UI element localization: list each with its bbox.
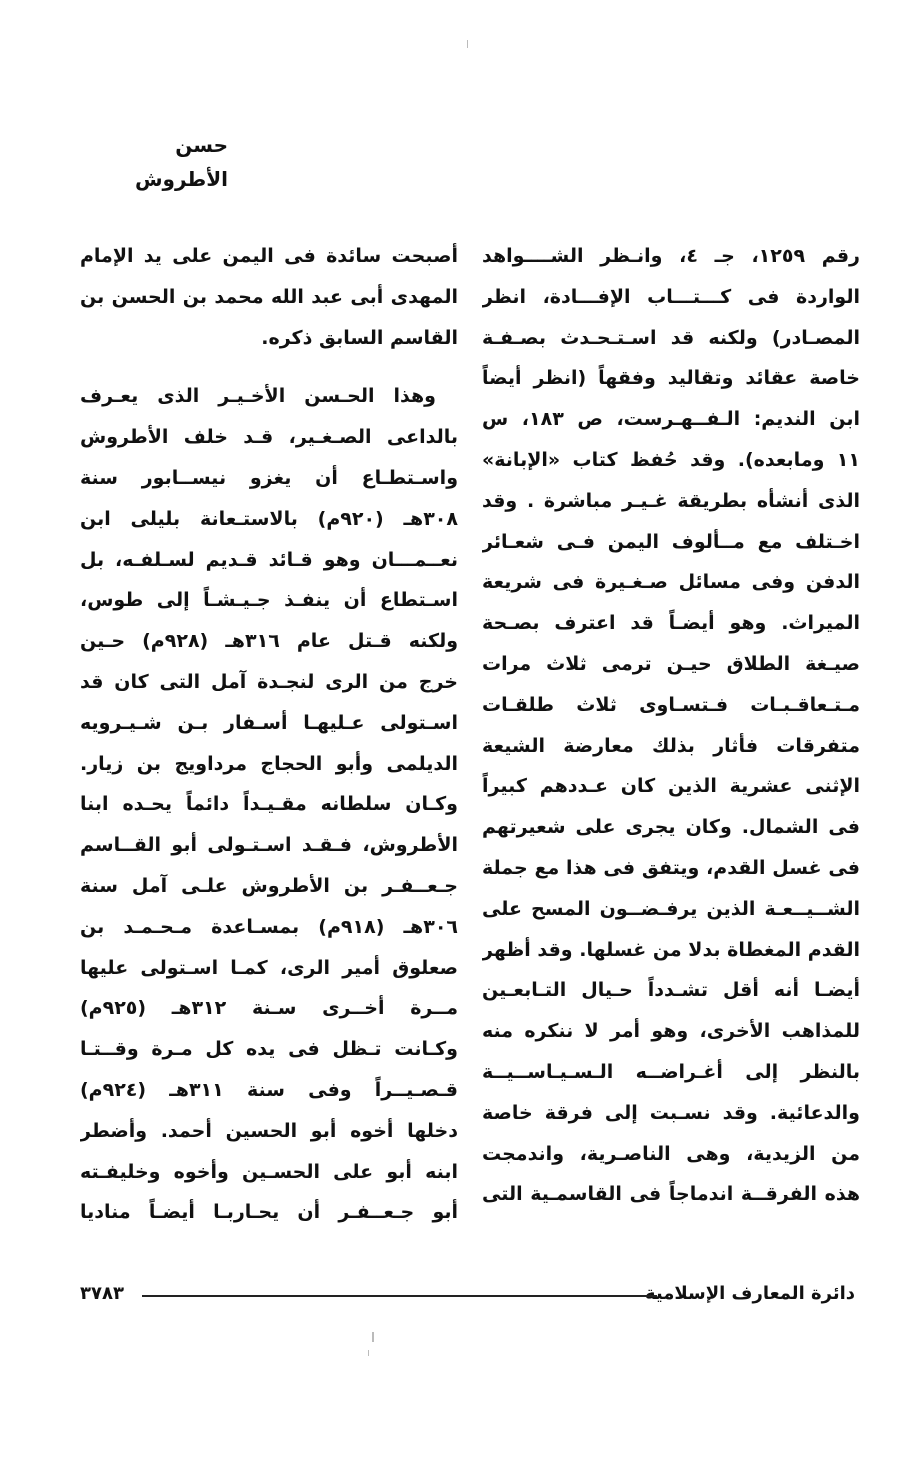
text-line: صعلوق أمير الرى، كمـا اسـتولى عليها [80,956,458,979]
text-line: أصبحت سائدة فى اليمن على يد الإمام [80,245,458,267]
text-line: خاصة عقائد وتقاليد وفقهاً (انظر أيضاً [482,367,860,390]
text-line: قـصـيــراً وفى سنة ٣١١هـ (٩٢٤م) [80,1078,458,1101]
text-line: الواردة فى كـــتـــاب الإفـــادة، انظر [482,285,860,308]
text-line: المهدى أبى عبد الله محمد بن الحسن بن [80,285,458,308]
text-line: الإثنى عشرية الذين كان عـددهم كبيراً [482,775,860,798]
text-line: من الزيدية، وهى الناصـرية، واندمجت [482,1142,860,1165]
text-line: هذه الفرقــة اندماجاً فى القاسمـية التى [482,1183,860,1206]
footer-title: دائرة المعارف الإسلامية [644,1283,855,1304]
page-number: ٣٧٨٣ [80,1283,124,1304]
text-line: ابنه أبو على الحسـين وأخوه وخليفـته [80,1160,458,1183]
scan-speck [372,1332,374,1342]
text-line: للمذاهب الأخرى، وهو أمر لا ننكره منه [482,1020,860,1043]
text-line: فى الشمال. وكان يجرى على شعيرتهم [482,816,860,839]
text-line: متفرقات فأثار بذلك معارضة الشيعة [482,734,860,757]
text-line: اخـتلف مع مــألوف اليمن فـى شعـائر [482,530,860,553]
text-line: الدفن وفى مسائل صـغـيرة فى شريعة [482,571,860,594]
text-line: رقم ١٢٥٩، جـ ٤، وانـظر الشــــواهد [482,245,860,267]
text-line: اسـتطاع أن ينفـذ جـيـشـاً إلى طوس، [80,589,458,612]
paragraph [80,376,458,1233]
text-line: وهذا الحـسن الأخـيـر الذى يعـرف [80,385,436,408]
text-line: ١١ ومابعده). وقد حُفظ كتاب «الإبانة» [482,448,860,471]
text-line: صيـغة الطلاق حيـن ترمى ثلاث مرات [482,652,860,675]
text-line: الميراث. وهو أيضـاً قد اعترف بصـحة [482,612,860,635]
text-line: المصـادر) ولكنه قد اسـتـحـدث بصـفـة [482,326,860,349]
text-line: ٣٠٨هـ (٩٢٠م) بالاستـعانة بليلى ابن [80,507,458,530]
text-line: جـعــفـر بن الأطروش علـى آمل سنة [80,874,458,897]
left-column [80,236,458,1233]
text-line: القاسم السابق ذكره. [261,326,458,349]
text-line: الأطروش، فـقـد اسـتـولى أبو القــاسم [80,834,458,857]
text-line: أيضـا أنه أقل تشـدداً حـيال التـابعـين [482,979,860,1002]
text-line: مـتـعاقـبـات فـتسـاوى ثلاث طلقـات [482,693,860,716]
text-line: بالداعى الصـغـير، قـد خلف الأطروش [80,426,458,449]
paragraph-gap [80,358,458,376]
text-line: الشــيــعـة الذين يرفـضــون المسح على [482,897,860,920]
text-line: أبو جـعــفـر أن يحـاربـا أيضـاً مناديا [80,1201,458,1224]
text-line: وكـانت تـظل فى يده كل مـرة وقــتـا [80,1038,458,1061]
text-line: ٣٠٦هـ (٩١٨م) بمسـاعدة مـحـمـد بن [80,915,458,938]
text-line: واسـتطـاع أن يغزو نيســابور سنة [80,466,458,489]
text-line: الديلمى وأبو الحجاج مرداويج بن زيار. [80,752,458,775]
text-line: ولكنه قـتل عام ٣١٦هـ (٩٢٨م) حـين [80,630,458,653]
text-line: خرج من الرى لنجـدة آمل التى كان قد [80,670,458,693]
text-line: والدعائية. وقد نسـبت إلى فرقة خاصة [482,1101,860,1124]
text-line: نعــمـــان وهو قـائد قـديم لسـلفـه، بل [80,548,458,571]
text-line: بالنظر إلى أغـراضــه الـسـيـاســيــة [482,1060,860,1083]
scan-speck [368,1350,369,1356]
text-line: دخلها أخوه أبو الحسين أحمد. وأضطر [80,1119,458,1142]
text-line: وكـان سلطانه مقـيـداً دائماً يحـده ابنا [80,793,458,816]
text-line: ابن النديم: الـفــهـرست، ص ١٨٣، س [482,408,860,431]
text-line: الذى أنشأه بطريقة غـيـر مباشرة . وقد [482,489,860,512]
text-line: اسـتولى عـليهـا أسـفار بـن شـيـرويه [80,711,458,734]
text-line: فى غسل القدم، ويتفق فى هذا مع جملة [482,856,860,879]
footer-rule [142,1295,657,1297]
text-line: مــرة أخــرى سـنة ٣١٢هـ (٩٢٥م) [80,997,458,1020]
right-column [482,236,860,1215]
scan-speck [467,40,468,48]
text-line: القدم المغطاة بدلا من غسلها. وقد أظهر [482,938,860,961]
paragraph [482,236,860,1215]
running-header: حسن الأطروش [134,133,228,191]
page-footer [80,1276,855,1312]
paragraph [80,236,458,358]
